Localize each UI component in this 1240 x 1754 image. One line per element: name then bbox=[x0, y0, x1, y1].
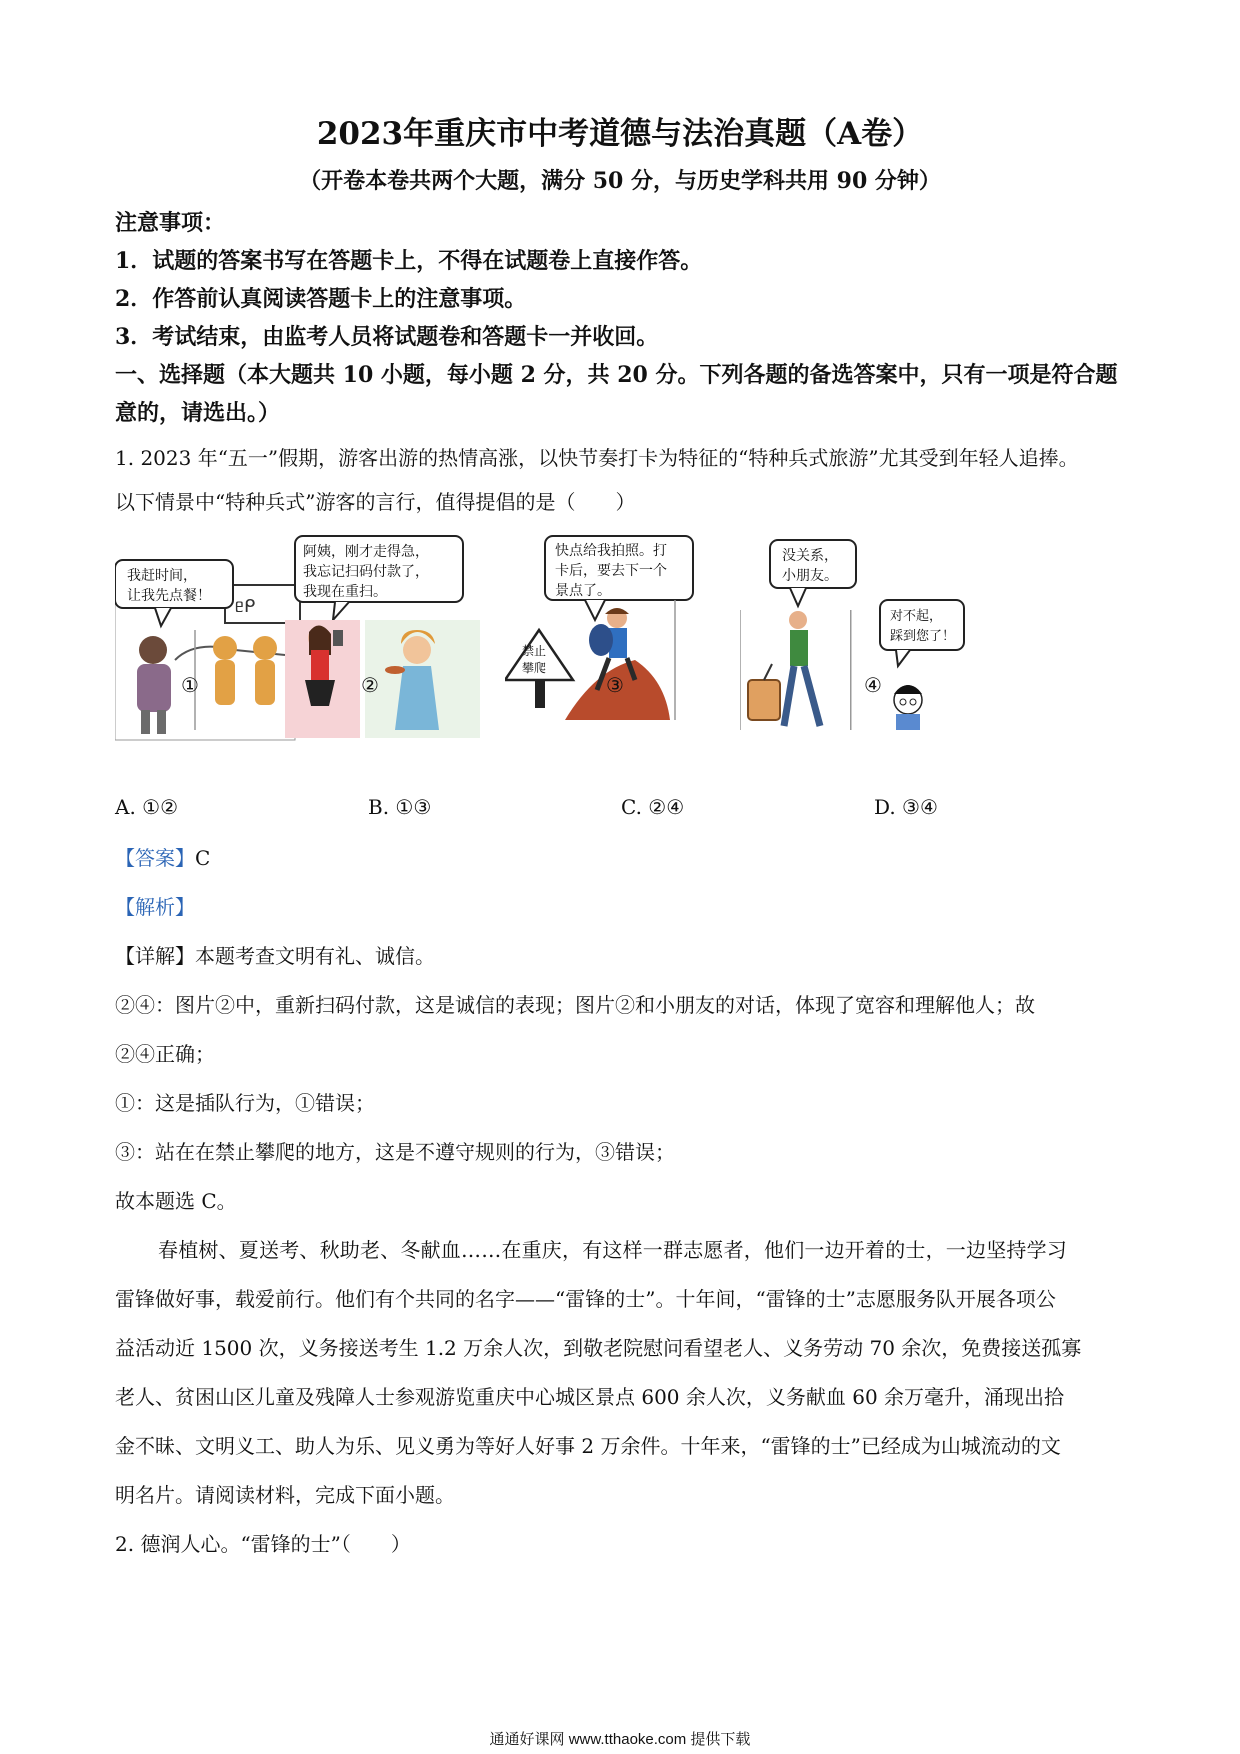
scene-1-speech-line: 我赶时间， bbox=[127, 568, 197, 584]
scene-3-speech-line: 卡后，要去下一个 bbox=[555, 563, 667, 579]
scene-2-speech-line: 我现在重扫。 bbox=[303, 584, 387, 600]
q2-stem: 2. 德润人心。“雷锋的士”（ ） bbox=[115, 1532, 411, 1556]
explain-line: ①：这是插队行为，①错误； bbox=[115, 1091, 375, 1115]
scene-2-illustration bbox=[285, 530, 485, 745]
note-item: 1．试题的答案书写在答题卡上，不得在试题卷上直接作答。 bbox=[115, 248, 703, 274]
note-item: 3．考试结束，由监考人员将试题卷和答题卡一并收回。 bbox=[115, 324, 659, 350]
scene-4-speech2-line: 踩到您了！ bbox=[890, 629, 956, 644]
scene-3-sign-text: 禁止 bbox=[522, 644, 547, 658]
scene-3-illustration bbox=[505, 530, 705, 745]
scene-1-sign: ᥱᑭ bbox=[235, 596, 256, 617]
scene-1-speech-line: 让我先点餐！ bbox=[127, 588, 211, 604]
material-line: 明名片。请阅读材料，完成下面小题。 bbox=[115, 1483, 455, 1507]
option-d: D. ③④ bbox=[874, 795, 938, 819]
detail-text: 本题考查文明有礼、诚信。 bbox=[195, 944, 435, 968]
scene-3-number: ③ bbox=[606, 673, 624, 697]
scene-3-speech-line: 快点给我拍照。打 bbox=[555, 543, 667, 559]
explain-line: ③：站在在禁止攀爬的地方，这是不遵守规则的行为，③错误； bbox=[115, 1140, 675, 1164]
q1-scenes bbox=[115, 530, 975, 780]
q1-stem-line1: 1. 2023 年“五一”假期，游客出游的热情高涨，以快节奏打卡为特征的“特种兵式旅游”尤其受到年轻人追捧。 bbox=[115, 446, 1079, 470]
notes-block bbox=[115, 204, 1125, 356]
scene-4-number: ④ bbox=[864, 673, 882, 697]
note-item: 2．作答前认真阅读答题卡上的注意事项。 bbox=[115, 286, 527, 312]
option-c: C. ②④ bbox=[621, 795, 685, 819]
material-line: 金不昧、文明义工、助人为乐、见义勇为等好人好事 2 万余件。十年来，“雷锋的士”已经成为山城流动的文 bbox=[115, 1434, 1061, 1458]
material-line: 雷锋做好事，载爱前行。他们有个共同的名字——“雷锋的士”。十年间，“雷锋的士”志愿服务队开展各项公 bbox=[115, 1287, 1056, 1311]
explain-line: ②④正确； bbox=[115, 1042, 215, 1066]
answer-tag: 【答案】 bbox=[115, 846, 195, 870]
answer-value: C bbox=[195, 846, 211, 870]
scene-3-speech-line: 景点了。 bbox=[555, 583, 611, 599]
material-line: 老人、贫困山区儿童及残障人士参观游览重庆中心城区景点 600 余人次，义务献血 60 余万毫升，涌现出拾 bbox=[115, 1385, 1065, 1409]
page-subtitle: （开卷本卷共两个大题，满分 50 分，与历史学科共用 90 分钟） bbox=[299, 168, 941, 194]
analysis-tag: 【解析】 bbox=[115, 895, 195, 919]
section-title: 一、选择题（本大题共 10 小题，每小题 2 分，共 20 分。下列各题的备选答案中，只有一项是符合题意的，请选出。） bbox=[115, 362, 1118, 426]
scene-1-number: ① bbox=[181, 673, 199, 697]
page-title: 2023年重庆市中考道德与法治真题（A卷） bbox=[316, 116, 924, 152]
detail-line bbox=[115, 938, 1130, 974]
scene-4-speech2-line: 对不起， bbox=[890, 609, 943, 624]
scene-2-number: ② bbox=[361, 673, 379, 697]
notes-heading: 注意事项： bbox=[115, 210, 226, 236]
explain-line: ②④：图片②中，重新扫码付款，这是诚信的表现；图片②和小朋友的对话，体现了宽容和理解他人；故 bbox=[115, 993, 1035, 1017]
detail-tag: 【详解】 bbox=[115, 944, 195, 968]
material-line: 春植树、夏送考、秋助老、冬献血……在重庆，有这样一群志愿者，他们一边开着的士，一边坚持学习 bbox=[158, 1238, 1067, 1262]
option-b: B. ①③ bbox=[368, 795, 432, 819]
scene-4-speech-line: 小朋友。 bbox=[782, 568, 838, 584]
scene-3-sign-text: 攀爬 bbox=[522, 661, 547, 675]
q1-stem-line2: 以下情景中“特种兵式”游客的言行，值得提倡的是（ ） bbox=[115, 490, 636, 514]
analysis-line bbox=[115, 889, 1130, 925]
scene-4-speech-line: 没关系， bbox=[782, 548, 838, 564]
answer-line bbox=[115, 840, 1130, 876]
scene-4-illustration bbox=[740, 530, 970, 745]
footer-credit: 通通好课网 www.tthaoke.com 提供下载 bbox=[489, 1731, 751, 1748]
q1-options bbox=[115, 795, 1125, 831]
scene-1-illustration bbox=[115, 530, 305, 745]
material-line: 益活动近 1500 次，义务接送考生 1.2 万余人次，到敬老院慰问看望老人、义务劳动 70 余次，免费接送孤寡 bbox=[115, 1336, 1082, 1360]
scene-2-speech-line: 阿姨，刚才走得急， bbox=[303, 544, 429, 560]
scene-2-speech-line: 我忘记扫码付款了， bbox=[303, 564, 429, 580]
explain-line: 故本题选 C。 bbox=[115, 1189, 237, 1213]
option-a: A. ①② bbox=[115, 795, 179, 819]
